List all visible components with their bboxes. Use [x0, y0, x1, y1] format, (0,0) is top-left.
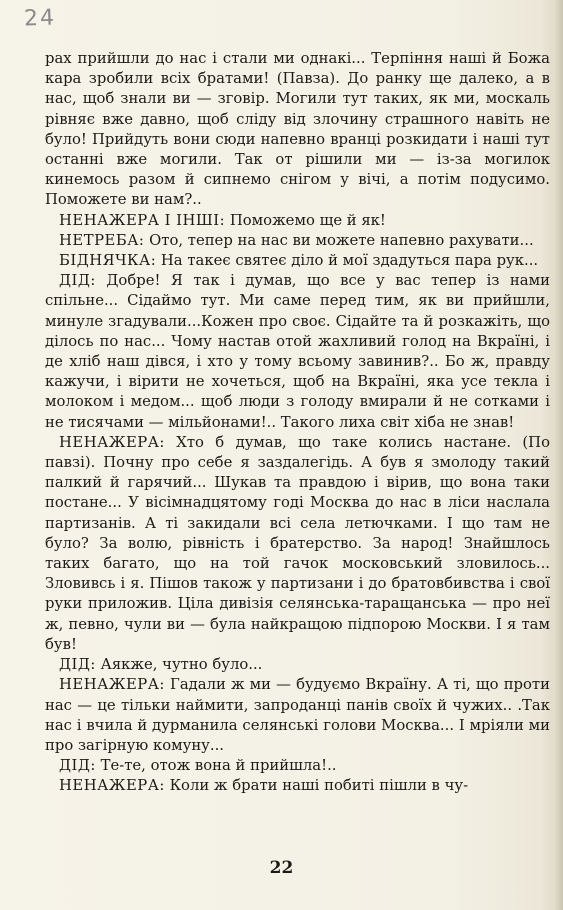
speech-paragraph: [45, 231, 550, 251]
speech-paragraph: [45, 251, 550, 271]
page-number: 22: [269, 858, 294, 878]
speech-paragraph: [45, 433, 550, 655]
paragraph-continuation: [45, 49, 550, 211]
speaker-name: НЕНАЖЕРА:: [59, 433, 165, 451]
speech-text: Хто б думав, що таке колись настане. (По павзі). Почну про себе я заздалегідь. А був я змолоду такий палкий й гарячий... Шукав та правдою і вірив, що вона таки постане... У вісімнадцятому годі Москва до нас в ліси наслала партизанів. А ті закидали всі села летючками. І що там не було? За волю, рівність і братерство. За народ! Знайшлось таких багато, що на той гачок московський зловилось... Зловивсь і я. Пішов також у партизани і до братовбивства і свої руки приложив. Ціла дивізія селянська-таращанська — про неї ж, певно, чули ви — була найкращою підпорою Москви. І я там був!: [45, 433, 550, 653]
speaker-name: ДІД:: [59, 757, 96, 775]
speech-text: Добре! Я так і думав, що все у вас тепер із нами спільне... Сідаймо тут. Ми саме перед тим, як ви прийшли, минуле згадували...Кожен про своє. Сідайте та й розкажіть, що ділось по нас... Чому настав отой жахливий голод на Вкраїні, і де хліб наш дівся, і хто у тому всьому завинив?.. Бо ж, правду кажучи, і вірити не хочеться, щоб на Вкраїні, яка усе текла і молоком і медом... щоб люди з голоду вмирали й не сотками і не тисячами — мільйонами!.. Такого лиха світ хіба не знав!: [45, 272, 550, 431]
speaker-name: ДІД:: [59, 272, 96, 290]
speech-text: Ото, тепер на нас ви можете напевно рахувати...: [149, 231, 534, 249]
handwritten-margin-number: 24: [23, 5, 57, 32]
speech-paragraph: [45, 675, 550, 756]
speech-text: Коли ж брати наші побиті пішли в чу-: [169, 777, 469, 795]
page-edge: [553, 0, 563, 910]
speech-paragraph: [45, 776, 550, 796]
speaker-name: ДІД:: [59, 656, 96, 674]
speech-text: На такеє святеє діло й мої здадуться пара рук...: [160, 252, 539, 270]
play-text-body: [45, 49, 550, 797]
paragraph-text: рах прийшли до нас і стали ми однакі... Терпіння наші й Божа кара зробили всіх братами! (Павза). До ранку ще далеко, а в нас, щоб знали ви — зговір. Могили тут таких, як ми, москаль рівняє вже давно, щоб сліду від злочину страшного навіть не було! Прийдуть вони сюди напевно вранці розкидати і наші тут останні вже могили. Так от рішили ми — із-за могилок кинемось разом й сипнемо снігом у вічі, а потім подусимо. Поможете ви нам?..: [45, 50, 550, 209]
speaker-name: НЕНАЖЕРА:: [59, 676, 165, 694]
speaker-name: НЕНАЖЕРА:: [59, 777, 165, 795]
speaker-name: НЕНАЖЕРА І ІНШІ:: [59, 211, 226, 229]
speaker-name: БІДНЯЧКА:: [59, 252, 157, 270]
speech-text: Те-те, отож вона й прийшла!..: [100, 757, 337, 775]
speech-text: Поможемо ще й як!: [229, 211, 386, 229]
speech-paragraph: [45, 655, 550, 675]
speech-paragraph: [45, 271, 550, 433]
speech-text: Аякже, чутно було...: [100, 656, 263, 674]
speech-text: Гадали ж ми — будуємо Вкраїну. А ті, що проти нас — це тільки наймити, запроданці панів своїх й чужих.. .Так нас і вчила й дурманила селянські голови Москва... І мріяли ми про загірную комуну...: [45, 676, 550, 754]
speech-paragraph: [45, 756, 550, 776]
speech-paragraph: [45, 211, 550, 231]
speaker-name: НЕТРЕБА:: [59, 231, 145, 249]
